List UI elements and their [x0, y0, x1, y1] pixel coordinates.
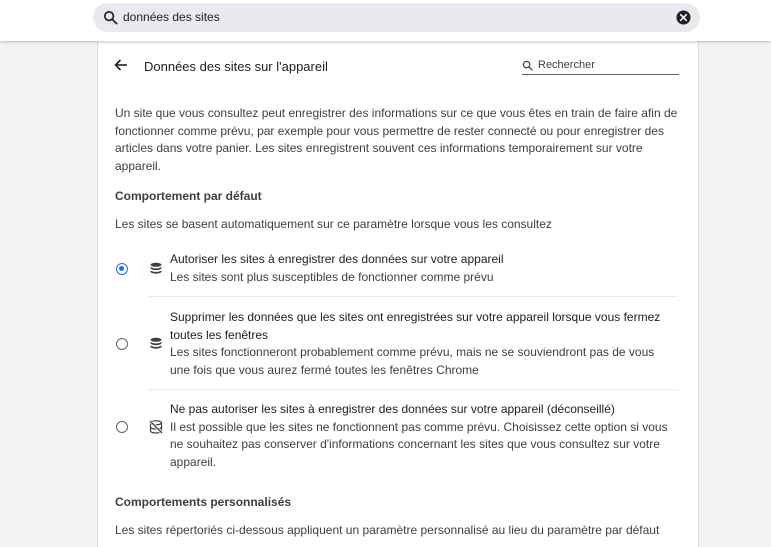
custom-behaviors-subtitle: Les sites répertoriés ci-dessous appliquent un paramètre personnalisé au lieu du paramètre par défaut	[115, 523, 660, 537]
option-block-title: Ne pas autoriser les sites à enregistrer des données sur votre appareil (déconseillé)	[170, 402, 615, 416]
option-allow-subtitle: Les sites sont plus susceptibles de fonctionner comme prévu	[170, 269, 494, 284]
settings-search-input[interactable]: données des sites	[123, 10, 220, 24]
radio-block[interactable]	[116, 421, 128, 433]
database-off-icon	[149, 420, 163, 434]
radio-clear-on-exit[interactable]	[116, 338, 128, 350]
option-allow[interactable]	[98, 251, 698, 297]
search-icon	[522, 60, 533, 71]
default-behavior-heading: Comportement par défaut	[115, 189, 262, 203]
divider	[148, 389, 678, 390]
clear-search-icon[interactable]	[676, 10, 691, 25]
page-search-placeholder[interactable]: Rechercher	[538, 59, 595, 71]
option-block-subtitle: Il est possible que les sites ne fonctionnent pas comme prévu. Choisissez cette option si vous ne souhaitez pas conserver d'informations concernant les sites que vous consultez sur votre appareil.	[170, 419, 668, 469]
custom-behaviors-heading: Comportements personnalisés	[115, 495, 292, 509]
top-search-bar	[0, 0, 771, 41]
back-arrow-icon[interactable]	[114, 58, 128, 72]
option-block[interactable]	[98, 401, 698, 469]
default-behavior-subtitle: Les sites se basent automatiquement sur ce paramètre lorsque vous les consultez	[115, 217, 552, 231]
settings-card	[97, 41, 699, 547]
description-text: Un site que vous consultez peut enregistrer des informations sur ce que vous êtes en train de faire afin de fonctionner comme prévu, par exemple pour vous permettre de rester connecté ou pour enregistrer des articles dans votre panier. Les sites enregistrent souvent ces informations temporairement sur votre appareil.	[115, 106, 678, 173]
radio-allow[interactable]	[116, 263, 128, 275]
page-search-field[interactable]	[522, 59, 679, 75]
option-allow-title: Autoriser les sites à enregistrer des données sur votre appareil	[170, 252, 504, 266]
option-clear-title: Supprimer les données que les sites ont enregistrées sur votre appareil lorsque vous fermez toutes les fenêtres	[170, 310, 661, 342]
search-icon	[103, 10, 118, 25]
settings-search-field[interactable]	[93, 3, 700, 32]
database-icon	[149, 262, 163, 276]
option-clear-on-exit[interactable]	[98, 309, 698, 379]
divider	[148, 296, 678, 297]
database-icon	[149, 337, 163, 351]
page-title: Données des sites sur l'appareil	[144, 59, 328, 74]
option-clear-subtitle: Les sites fonctionneront probablement comme prévu, mais ne se souviendront pas de vous une fois que vous aurez fermé toutes les fenêtres Chrome	[170, 345, 655, 377]
